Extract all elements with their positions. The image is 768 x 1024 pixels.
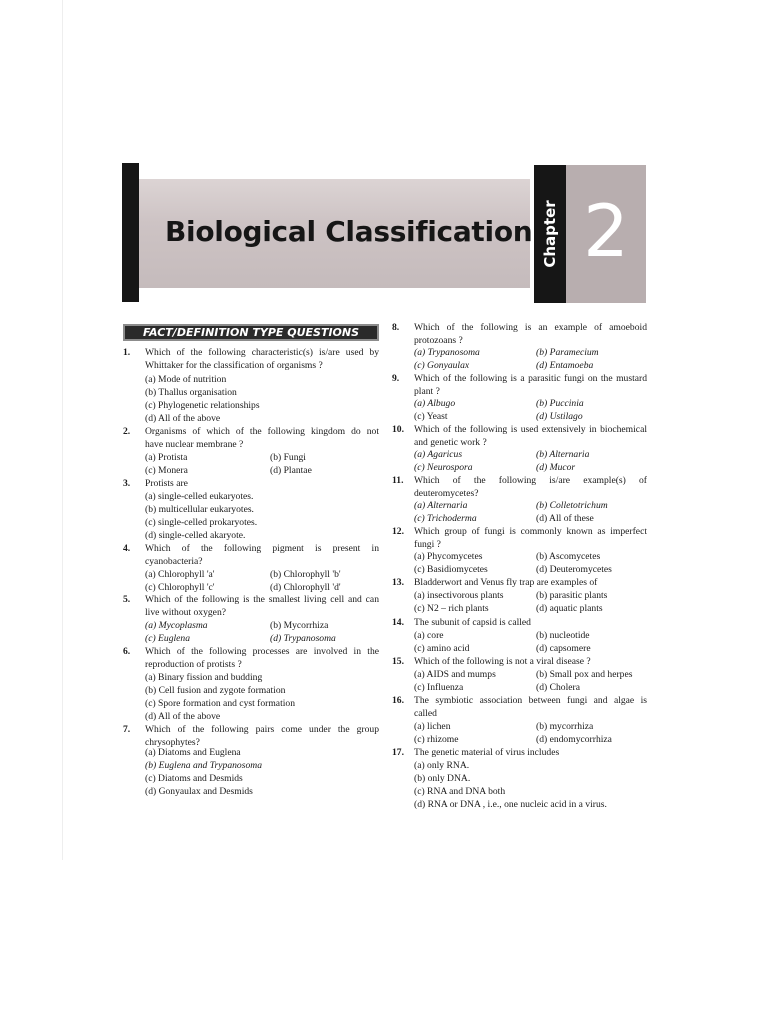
page-edge <box>62 0 63 860</box>
question-text: Which of the following processes are involved in the <box>145 646 379 657</box>
option: (c) Gonyaulax <box>414 360 470 371</box>
question-number: 15. <box>392 656 404 667</box>
option: (d) Plantae <box>270 465 312 476</box>
chapter-banner <box>122 163 533 302</box>
question-text: Organisms of which of the following kingdom do not <box>145 426 379 437</box>
option: (b) Colletotrichum <box>536 500 608 511</box>
option: (c) Spore formation and cyst formation <box>145 698 295 709</box>
option: (c) Euglena <box>145 633 191 644</box>
option: (c) Diatoms and Desmids <box>145 773 243 784</box>
option: (a) only RNA. <box>414 760 470 771</box>
option: (d) Gonyaulax and Desmids <box>145 786 253 797</box>
question-text: Which of the following is/are example(s) of <box>414 475 647 486</box>
option: (d) Chlorophyll 'd' <box>270 582 341 593</box>
option: (b) parasitic plants <box>536 590 608 601</box>
option: (d) Deuteromycetes <box>536 564 612 575</box>
option: (b) multicellular eukaryotes. <box>145 504 254 515</box>
option: (d) Cholera <box>536 682 580 693</box>
question-number: 14. <box>392 617 404 628</box>
question-text: Which of the following is a parasitic fungi on the mustard <box>414 373 647 384</box>
question-number: 1. <box>123 347 131 358</box>
question-text: Which of the following pigment is present in <box>145 543 379 554</box>
question-number: 13. <box>392 577 404 588</box>
question-text: Which of the following is the smallest living cell and can <box>145 594 379 605</box>
option: (b) Ascomycetes <box>536 551 601 562</box>
option: (b) Small pox and herpes <box>536 669 633 680</box>
option: (c) amino acid <box>414 643 470 654</box>
option: (c) single-celled prokaryotes. <box>145 517 258 528</box>
question-text: live without oxygen? <box>145 607 226 618</box>
question-number: 17. <box>392 747 404 758</box>
option: (c) Basidiomycetes <box>414 564 488 575</box>
option: (a) single-celled eukaryotes. <box>145 491 254 502</box>
option: (a) Chlorophyll 'a' <box>145 569 215 580</box>
question-text: Which of the following is not a viral disease ? <box>414 656 591 667</box>
option: (c) Yeast <box>414 411 448 422</box>
question-number: 8. <box>392 322 400 333</box>
option: (c) rhizome <box>414 734 459 745</box>
option: (d) single-celled akaryote. <box>145 530 246 541</box>
option: (a) Agaricus <box>414 449 463 460</box>
option: (b) only DNA. <box>414 773 471 784</box>
option: (d) RNA or DNA , i.e., one nucleic acid in a virus. <box>414 799 607 810</box>
option: (d) Trypanosoma <box>270 633 336 644</box>
question-text: protozoans ? <box>414 335 463 346</box>
question-text: Which group of fungi is commonly known as imperfect <box>414 526 647 537</box>
option: (d) All of the above <box>145 413 221 424</box>
option: (b) Puccinia <box>536 398 584 409</box>
question-number: 11. <box>392 475 404 486</box>
option: (a) insectivorous plants <box>414 590 504 601</box>
question-text: have nuclear membrane ? <box>145 439 244 450</box>
question-number: 6. <box>123 646 131 657</box>
option: (b) Cell fusion and zygote formation <box>145 685 286 696</box>
question-text: reproduction of protists ? <box>145 659 242 670</box>
option: (a) Phycomycetes <box>414 551 483 562</box>
option: (c) Monera <box>145 465 188 476</box>
option: (d) capsomere <box>536 643 591 654</box>
option: (c) Influenza <box>414 682 464 693</box>
question-text: Bladderwort and Venus fly trap are examples of <box>414 577 598 588</box>
option: (d) Ustilago <box>536 411 583 422</box>
option: (d) All of these <box>536 513 594 524</box>
option: (b) Thallus organisation <box>145 387 237 398</box>
option: (c) N2 – rich plants <box>414 603 489 614</box>
question-text: Whittaker for the classification of organisms ? <box>145 360 323 371</box>
option: (c) RNA and DNA both <box>414 786 506 797</box>
question-text: The symbiotic association between fungi and algae is <box>414 695 647 706</box>
question-number: 5. <box>123 594 131 605</box>
option: (b) mycorrhiza <box>536 721 594 732</box>
question-number: 2. <box>123 426 131 437</box>
question-text: cyanobacteria? <box>145 556 203 567</box>
option: (b) nucleotide <box>536 630 590 641</box>
option: (b) Mycorrhiza <box>270 620 329 631</box>
question-number: 9. <box>392 373 400 384</box>
option: (b) Chlorophyll 'b' <box>270 569 341 580</box>
question-number: 3. <box>123 478 131 489</box>
option: (b) Fungi <box>270 452 306 463</box>
option: (a) Albugo <box>414 398 456 409</box>
question-text: Protists are <box>145 478 188 489</box>
chapter-number: 2 <box>583 189 629 273</box>
question-text: The subunit of capsid is called <box>414 617 531 628</box>
question-number: 16. <box>392 695 404 706</box>
option: (d) Mucor <box>536 462 576 473</box>
question-text: Which of the following characteristic(s) is/are used by <box>145 347 379 358</box>
question-text: fungi ? <box>414 539 441 550</box>
question-text: Which of the following is used extensively in biochemical <box>414 424 647 435</box>
option: (a) core <box>414 630 444 641</box>
option: (b) Alternaria <box>536 449 590 460</box>
question-text: and genetic work ? <box>414 437 487 448</box>
option: (d) aquatic plants <box>536 603 603 614</box>
banner-accent-bar <box>122 163 139 302</box>
question-text: The genetic material of virus includes <box>414 747 560 758</box>
option: (c) Phylogenetic relationships <box>145 400 260 411</box>
question-text: called <box>414 708 437 719</box>
option: (d) Entamoeba <box>536 360 594 371</box>
option: (c) Trichoderma <box>414 513 477 524</box>
question-text: deuteromycetes? <box>414 488 479 499</box>
option: (a) Binary fission and budding <box>145 672 263 683</box>
question-text: Which of the following is an example of amoeboid <box>414 322 647 333</box>
option: (b) Euglena and Trypanosoma <box>145 760 262 771</box>
option: (a) Diatoms and Euglena <box>145 747 241 758</box>
question-number: 12. <box>392 526 404 537</box>
question-number: 4. <box>123 543 131 554</box>
option: (b) Paramecium <box>536 347 599 358</box>
question-text: Which of the following pairs come under the group <box>145 724 379 735</box>
section-header: FACT/DEFINITION TYPE QUESTIONS <box>123 324 379 341</box>
chapter-title: Biological Classification <box>165 215 533 248</box>
option: (a) Trypanosoma <box>414 347 480 358</box>
chapter-label: Chapter <box>541 200 559 268</box>
question-text: chrysophytes? <box>145 737 200 748</box>
option: (d) All of the above <box>145 711 221 722</box>
option: (a) AIDS and mumps <box>414 669 496 680</box>
option: (a) Mycoplasma <box>145 620 208 631</box>
option: (c) Chlorophyll 'c' <box>145 582 215 593</box>
question-text: plant ? <box>414 386 440 397</box>
option: (a) lichen <box>414 721 451 732</box>
option: (a) Mode of nutrition <box>145 374 227 385</box>
option: (a) Alternaria <box>414 500 468 511</box>
option: (a) Protista <box>145 452 188 463</box>
option: (c) Neurospora <box>414 462 473 473</box>
question-number: 10. <box>392 424 404 435</box>
chapter-number-box <box>534 165 646 303</box>
question-number: 7. <box>123 724 131 735</box>
option: (d) endomycorrhiza <box>536 734 612 745</box>
